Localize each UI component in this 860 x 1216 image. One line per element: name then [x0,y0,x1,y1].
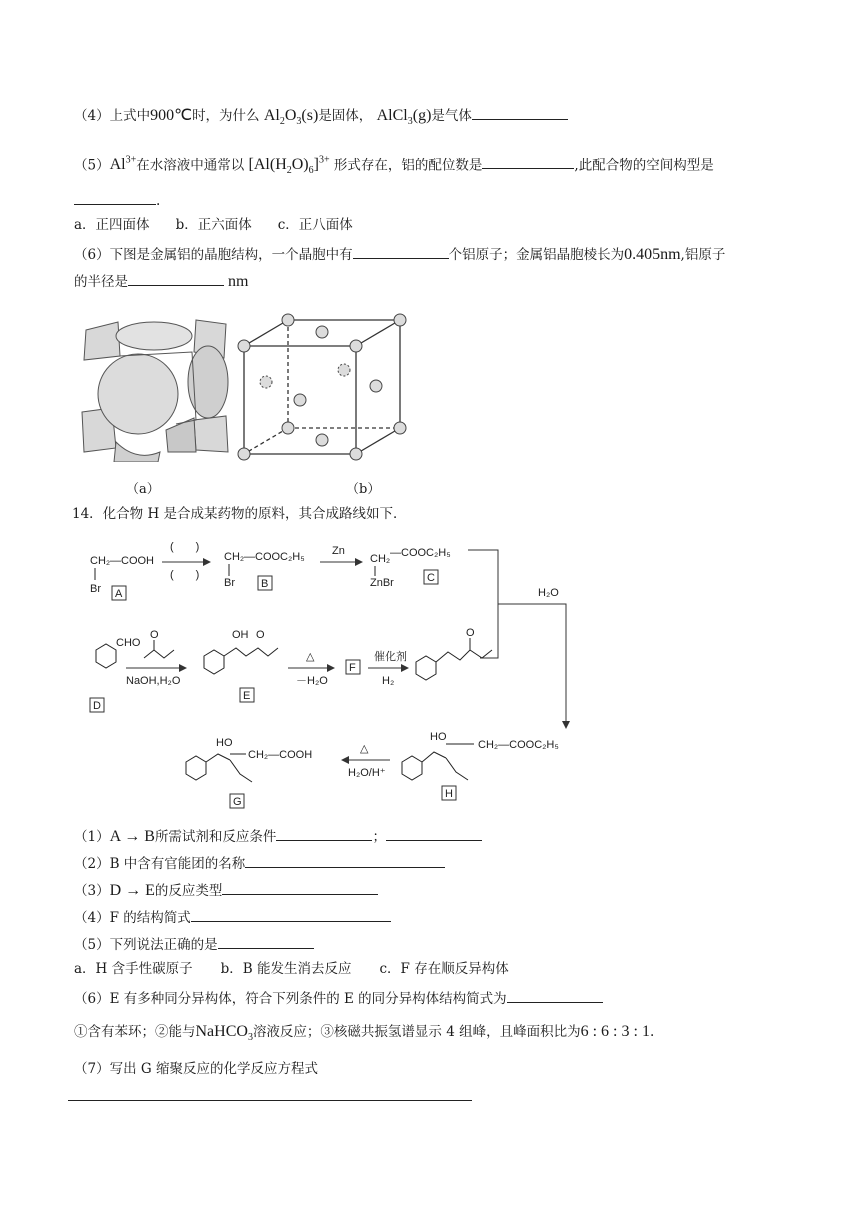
options-5: a．正四面体 b．正六面体 c．正八面体 [74,217,353,233]
caption-a: （a） [126,482,160,497]
svg-text:H: H [445,788,453,800]
svg-text:Br: Br [90,583,101,595]
svg-text:B: B [261,578,269,590]
svg-text:D: D [93,700,101,712]
svg-text:△: △ [360,743,369,755]
svg-text:F: F [349,662,356,674]
svg-text:( ): ( ) [170,569,200,581]
svg-text:A: A [115,588,123,600]
question-4: （4）上式中900℃时，为什么 $Al_2O_3(s)$是固体， AlCl$_3$(g)是气体 [74,105,568,131]
synthesis-scheme [70,528,590,816]
svg-text:OH: OH [232,629,249,641]
svg-text:ZnBr: ZnBr [370,577,394,589]
svg-text:—COOH: —COOH [110,555,154,567]
caption-b: （b） [346,482,381,497]
svg-text:CH₂—COOC₂H₅: CH₂—COOC₂H₅ [478,739,559,751]
fcc-cube-figure [234,306,414,466]
answer-line[interactable] [68,1100,472,1101]
answer-blank[interactable] [472,105,568,120]
question-5: $(5)Al^{3+}$在水溶液中通常以 $[Al(H_2O)_6]^{3+}$ 形式存在，铝的配位数是 ,此配合物的空间构型是 [74,155,714,177]
compound-ketone [416,627,492,680]
answer-blank[interactable] [276,826,372,841]
svg-text:CH₂—COOH: CH₂—COOH [248,749,313,761]
answer-blank[interactable] [482,154,574,169]
al2o3-formula: $Al_2O_3(s)$ [263,107,319,128]
svg-text:C: C [427,572,435,584]
answer-blank[interactable] [245,853,445,868]
compound-a [90,555,154,600]
d-to-e: D → E [109,882,155,899]
part-2: （2）B 中含有官能团的名称 [74,853,445,873]
answer-blank[interactable] [128,271,224,286]
svg-text:催化剂: 催化剂 [374,651,407,663]
question-14-title: 14．化合物 H 是合成某药物的原料，其合成路线如下． [72,506,407,522]
svg-text:O: O [466,627,475,639]
complex-formula: $[Al(H_2O)_6]^{3+}$ [248,155,330,177]
answer-blank[interactable] [191,907,391,922]
answer-blank[interactable] [507,988,603,1003]
part-4: （4）F 的结构简式 [74,907,391,927]
svg-text:Br: Br [224,577,235,589]
nahco3-formula: NaHCO$_3$ [195,1023,253,1044]
svg-text:CH₂: CH₂ [90,555,111,567]
alcl3-formula: AlCl$_3$(g) [376,107,432,128]
answer-blank[interactable] [74,190,156,205]
compound-e [204,629,278,702]
compound-c [370,547,451,589]
svg-text:NaOH,H₂O: NaOH,H₂O [126,675,181,687]
conditions: ①含有苯环；②能与NaHCO$_3$溶液反应；③核磁共振氢谱显示 4 组峰，且峰面积比为6 : 6 : 3 : 1. [74,1023,655,1044]
svg-text:－H₂O: －H₂O [296,675,328,687]
part-5: （5）下列说法正确的是 [74,934,314,954]
answer-blank[interactable] [353,244,449,259]
options-14: a．H 含手性碳原子 b．B 能发生消去反应 c．F 存在顺反异构体 [74,961,509,977]
unit-cell-packing-figure [76,312,236,462]
svg-text:O: O [150,629,159,641]
compound-g [186,737,312,808]
al-ion: $Al^{3+}$ [109,155,137,174]
question-6: （6）下图是金属铝的晶胞结构，一个晶胞中有 个铝原子；金属铝晶胞棱长为0.405nm,铝原子 [74,246,726,263]
question-6-cont: 的半径是 nm [74,273,249,290]
svg-text:CH₂: CH₂ [370,553,391,565]
svg-text:O: O [256,629,265,641]
part-1: （1）A → B所需试剂和反应条件 ； [74,826,482,846]
compound-b [224,551,305,590]
a-to-b: A → B [109,828,155,845]
part-6: （6）E 有多种同分异构体，符合下列条件的 E 的同分异构体结构简式为 [74,988,603,1008]
answer-blank[interactable] [218,934,314,949]
svg-text:HO: HO [430,731,447,743]
part-3: （3）D → E的反应类型 [74,880,378,900]
svg-text:CHO: CHO [116,637,141,649]
question-5-cont: . [74,190,160,210]
part-7: （7）写出 G 缩聚反应的化学反应方程式 [74,1061,318,1077]
svg-text:H₂: H₂ [382,675,395,687]
svg-text:Zn: Zn [332,545,345,557]
answer-blank[interactable] [386,826,482,841]
svg-text:—COOC₂H₅: —COOC₂H₅ [390,547,451,559]
svg-text:—COOC₂H₅: —COOC₂H₅ [244,551,305,563]
answer-blank[interactable] [222,880,378,895]
svg-text:CH₂: CH₂ [224,551,245,563]
svg-text:△: △ [306,651,315,663]
svg-text:H₂O/H⁺: H₂O/H⁺ [348,767,386,779]
svg-text:G: G [233,796,242,808]
compound-h [402,731,559,800]
svg-text:E: E [243,690,251,702]
svg-text:HO: HO [216,737,233,749]
svg-text:H₂O: H₂O [538,587,559,599]
svg-text:( ): ( ) [170,541,200,553]
